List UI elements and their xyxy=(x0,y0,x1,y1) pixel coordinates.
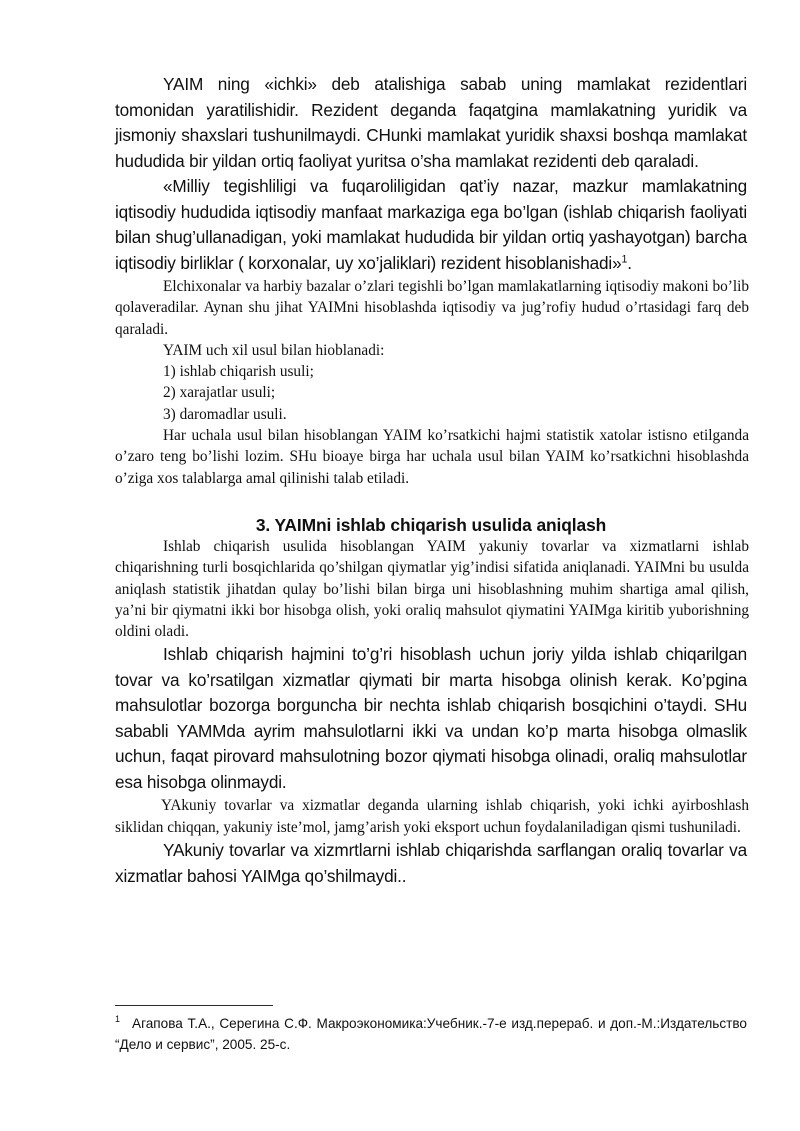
paragraph-yaim-uch-xil-usul: YAIM uch xil usul bilan hioblanadi: xyxy=(163,341,385,359)
footnote-reference-marker: 1 xyxy=(621,252,628,265)
paragraph-yaim-ichki: YAIM ning «ichki» deb atalishiga sabab uning mamlakat rezidentlari tomonidan yaratilishidir. Rezident deganda faqatgina mamlakatning yuridik va jismoniy shaxslari tushunilmaydi. CHunki mamlakat yuridik shaxsi boshqa mamlakat hududida bir yildan ortiq faoliyat yuritsa o’sha mamlakat rezidenti deb qaraladi. xyxy=(115,74,747,171)
paragraph-milliy-tegishliligi-text: «Milliy tegishliligi va fuqaroliligidan qat’iy nazar, mazkur mamlakatning iqtisodiy hududida iqtisodiy manfaat markaziga ega bo’lgan (ishlab chiqarish faoliyati bilan shug’ullanadigan, yoki mamlakat hududida bir yildan ortiq yashayotgan) barcha iqtisodiy birliklar ( korxonalar, uy xo’jaliklari) rezident hisoblanishadi» xyxy=(115,176,747,273)
footnote-entry xyxy=(115,1013,747,1055)
footnote-area xyxy=(115,1005,747,1055)
footnote-citation-text: Агапова Т.А., Серегина С.Ф. Макроэкономика:Учебник.-7-е изд.перераб. и доп.-М.:Издательство “Дело и сервис”, 2005. 25-с. xyxy=(115,1016,747,1052)
paragraph-elchixonalar: Elchixonalar va harbiy bazalar o’zlari tegishli bo’lgan mamlakatlarning iqtisodiy makoni bo’lib qolaveradilar. Aynan shu jihat YAIMni hisoblashda iqtisodiy va jug’rofiy hudud o’rtasidagi farq deb qaraladi. xyxy=(115,278,749,338)
footnote-number: 1 xyxy=(115,1014,121,1025)
heading-top-spacer xyxy=(115,489,745,515)
paragraph-milliy-tegishliligi xyxy=(115,174,747,276)
paragraph-ishlab-chiqarish-usulida: Ishlab chiqarish usulida hisoblangan YAIM yakuniy tovarlar va xizmatlarni ishlab chiqarishning turli bosqichlarida qo’shilgan qiymatlar yig’indisi sifatida aniqlanadi. YAIMni bu usulda aniqlash statistik jihatdan qulay bo’lishi bilan birga uni hisoblashning muhim shartiga amal qilish, ya’ni bir qiymatni ikki bor hisobga olish, yoki oraliq mahsulot qiymatini YAIMga kiritib yuborishning oldini oladi. xyxy=(115,537,749,641)
paragraph-milliy-tegishliligi-tail: . xyxy=(627,252,632,273)
list-item: 3) daromadlar usuli. xyxy=(163,405,287,423)
footnote-separator-rule xyxy=(115,1005,273,1006)
paragraph-yakuniy-tovarlar-deganda: YAkuniy tovarlar va xizmatlar deganda ularning ishlab chiqarish, yoki ichki ayirboshlash siklidan chiqqan, yakuniy iste’mol, jamg’arish yoki eksport uchun foydalaniladigan qismi tushuniladi. xyxy=(115,797,749,836)
list-item: 2) xarajatlar usuli; xyxy=(163,384,276,402)
paragraph-har-uchala-usul: Har uchala usul bilan hisoblangan YAIM ko’rsatkichi hajmi statistik xatolar istisno etilganda o’zaro teng bo’lishi lozim. SHu bioaye birga har uchala usul bilan YAIM ko’rsatkichni hisoblashda o’ziga xos talablarga amal qilinishi talab etiladi. xyxy=(115,427,749,487)
section-heading-3: 3. YAIMni ishlab chiqarish usulida aniqlash xyxy=(255,514,607,535)
paragraph-yakuniy-tovarlar-oraliq: YAkuniy tovarlar va xizmrtlarni ishlab chiqarishda sarflangan oraliq tovarlar va xizmatlar bahosi YAIMga qo’shilmaydi.. xyxy=(115,840,747,886)
list-item: 1) ishlab chiqarish usuli; xyxy=(163,363,314,381)
paragraph-ishlab-chiqarish-hajmini: Ishlab chiqarish hajmini to’g’ri hisoblash uchun joriy yilda ishlab chiqarilgan tovar va ko’rsatilgan xizmatlar qiymati bir marta hisobga olinish kerak. Ko’pgina mahsulotlar bozorga borguncha bir nechta ishlab chiqarish bosqichini o’taydi. SHu sababli YAMMda ayrim mahsulotlarni ikki va undan ko’p marta hisobga olmaslik uchun, faqat pirovard mahsulotning bozor qiymati hisobga olinadi, oraliq mahsulotlar esa hisobga olinmaydi. xyxy=(115,644,747,792)
